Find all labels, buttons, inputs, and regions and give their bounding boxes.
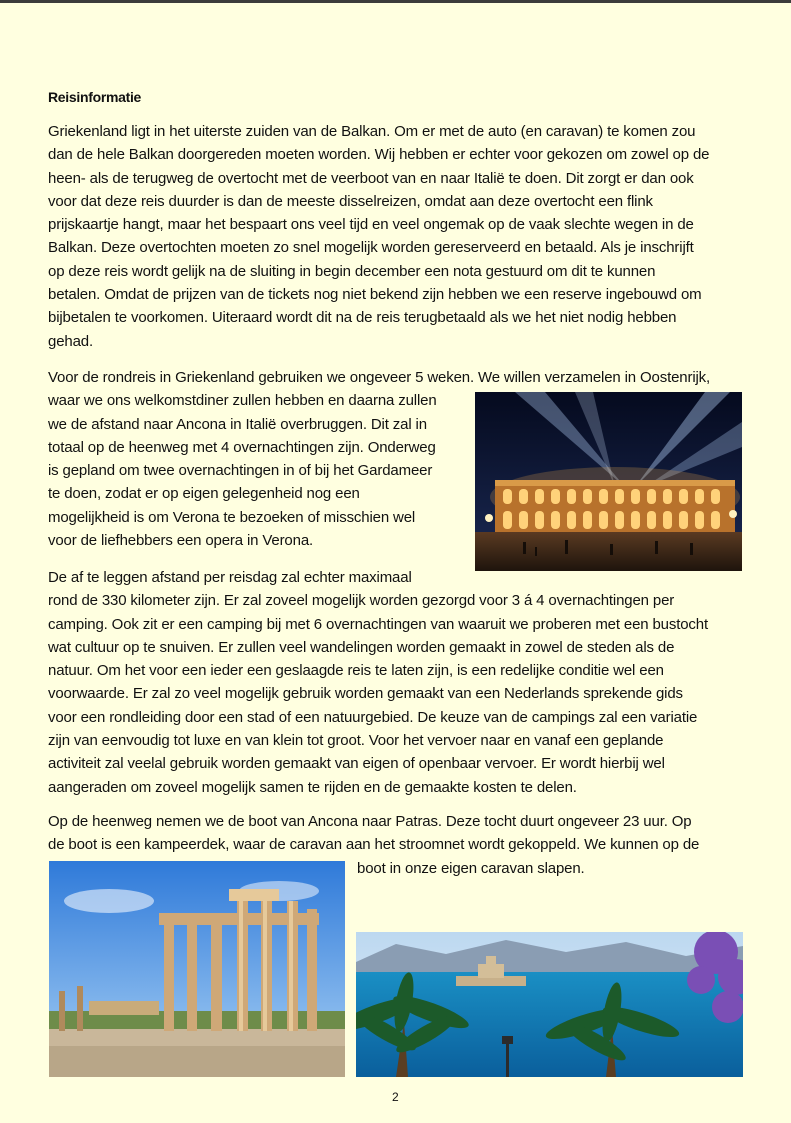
text-line: bijbetalen te voorkomen. Uiteraard wordt dit na de reis terugbetaald als we het niet nodig hebben: [48, 309, 677, 327]
text-line: heen- als de terugweg de overtocht met de veerboot van en naar Italië te doen. Dit zorgt er dan ook: [48, 169, 694, 187]
text-line: Griekenland ligt in het uiterste zuiden van de Balkan. Om er met de auto (en caravan) te komen zou: [48, 123, 696, 140]
text-line: boot in onze eigen caravan slapen.: [357, 860, 585, 877]
text-line: is gepland om twee overnachtingen in of bij het Gardameer: [48, 462, 433, 480]
text-line: we de afstand naar Ancona in Italië overbruggen. Dit zal in: [48, 415, 427, 433]
text-line: betalen. Omdat de prijzen van de tickets nog niet bekend zijn hebben we een reserve ingebouwd om: [48, 286, 702, 304]
paragraph-balkan: [48, 120, 709, 353]
nafplio-bourtzi-photo: [356, 932, 743, 1077]
text-line: camping. Ook zit er een camping bij met 6 overnachtingen van waaruit we proberen met een bustocht: [48, 615, 708, 633]
paragraph-boot: [48, 810, 699, 857]
top-border: [0, 0, 791, 3]
paragraph-afstand: [48, 566, 708, 799]
text-line: de boot is een kampeerdek, waar de caravan aan het stroomnet wordt gekoppeld. We kunnen op de: [48, 836, 700, 854]
text-line: aangeraden om zoveel mogelijk samen te rijden en de gemaakte kosten te delen.: [48, 778, 577, 796]
text-line: te doen, zodat er op eigen gelegenheid nog een: [48, 485, 360, 503]
temple-of-zeus-photo: [49, 861, 345, 1077]
text-line: natuur. Om het voor een ieder een geslaagde reis te laten zijn, is een redelijke conditie wel een: [48, 662, 664, 680]
text-line: Voor de rondreis in Griekenland gebruiken we ongeveer 5 weken. We willen verzamelen in Oostenrijk,: [48, 369, 711, 386]
text-line: op deze reis wordt gelijk na de sluiting in begin december een nota gestuurd om dit te kunnen: [48, 262, 656, 280]
text-line: dan de hele Balkan doorgereden moeten worden. Wij hebben er echter voor gekozen om zowel op de: [48, 146, 710, 164]
text-line: waar we ons welkomstdiner zullen hebben en daarna zullen: [48, 392, 437, 410]
text-line: De af te leggen afstand per reisdag zal echter maximaal: [48, 569, 412, 586]
section-heading: Reisinformatie: [48, 89, 142, 105]
paragraph-boot-tail: [357, 857, 585, 880]
text-line: prijskaartje hangt, maar het bespaart ons veel tijd en veel ongemak op de vaak slechte wegen in de: [48, 216, 694, 234]
text-line: rond de 330 kilometer zijn. Er zal zoveel mogelijk worden gezorgd voor 3 á 4 overnachtingen per: [48, 592, 675, 610]
text-line: totaal op de heenweg met 4 overnachtingen zijn. Onderweg: [48, 438, 436, 456]
text-line: voor de liefhebbers een opera in Verona.: [48, 532, 314, 550]
text-line: Balkan. Deze overtochten moeten zo snel mogelijk worden gereserveerd en betaald. Als je inschrijft: [48, 239, 694, 257]
text-line: mogelijkheid is om Verona te bezoeken of misschien wel: [48, 508, 416, 526]
text-line: voorwaarde. Er zal zo veel mogelijk gebruik worden gemaakt van een Nederlands sprekende gids: [48, 685, 683, 703]
page-number: 2: [392, 1090, 399, 1104]
text-line: voor een rondleiding door een stad of een natuurgebied. De keuze van de campings zal een variatie: [48, 708, 698, 726]
text-line: gehad.: [48, 332, 93, 350]
text-line: Op de heenweg nemen we de boot van Ancona naar Patras. Deze tocht duurt ongeveer 23 uur. Op: [48, 813, 692, 830]
verona-arena-photo: [475, 392, 742, 571]
text-line: wat cultuur op te snuiven. Er zullen veel wandelingen worden gemaakt in zowel de steden als de: [48, 638, 675, 656]
text-line: voor dat deze reis duurder is dan de meeste disselreizen, omdat aan deze overtocht een flink: [48, 192, 653, 210]
text-line: activiteit zal veelal gebruik worden gemaakt van eigen of openbaar vervoer. Er wordt hierbij wel: [48, 755, 665, 773]
text-line: zijn van eenvoudig tot luxe en van klein tot groot. Voor het vervoer naar en vanaf een geplande: [48, 732, 664, 750]
